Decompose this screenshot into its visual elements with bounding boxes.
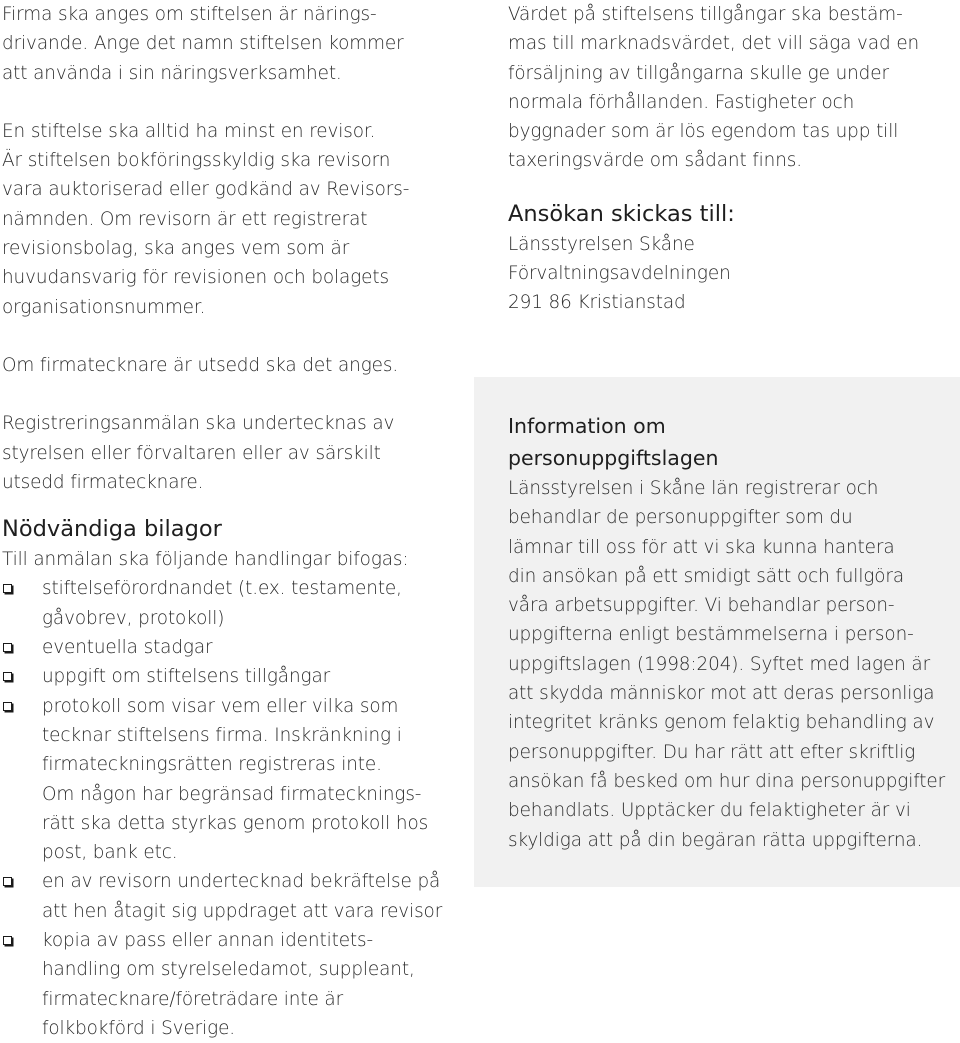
checkbox-icon: [3, 877, 12, 886]
attachments-list: [2, 574, 452, 1043]
paragraph-signatory: Om firmatecknare är utsedd ska det anges.: [2, 354, 399, 376]
list-item: uppgift om stiftelsens tillgångar: [2, 662, 452, 691]
paragraph-asset-value: Värdet på stiftelsens tillgångar ska bestäm- mas till marknadsvärdet, det vill säga vad en försäljning av tillgångarna skulle ge under normala förhållanden. Fastigheter och byggnader som är lös egendom tas upp till taxeringsvärde om sådant finns.: [508, 4, 920, 172]
list-item: protokoll som visar vem eller vilka som tecknar stiftelsens firma. Inskränkning i firmateckningsrätten registreras inte. Om någon har begränsad firmatecknings- rätt ska detta styrkas genom protokoll hos post, bank etc.: [2, 692, 452, 868]
send-to-heading: Ansökan skickas till:: [508, 200, 735, 227]
list-item: kopia av pass eller annan identitets- handling om styrelseledamot, suppleant, firmatecknare/företrädare inte är folkbokförd i Sverige.: [2, 926, 452, 1043]
paragraph-auditor: En stiftelse ska alltid ha minst en revisor. Är stiftelsen bokföringsskyldig ska revisorn vara auktoriserad eller godkänd av Revisors- nämnden. Om revisorn är ett registrerat revisionsbolag, ska anges vem som är huvudansvarig för revisionen och bolagets organisationsnummer.: [2, 120, 410, 318]
list-item: stiftelseförordnandet (t.ex. testamente, gåvobrev, protokoll): [2, 574, 452, 633]
info-box-title: Information om personuppgiftslagen: [508, 414, 719, 470]
left-column: [2, 0, 452, 1043]
right-column: [508, 0, 948, 318]
checkbox-icon: [3, 936, 12, 945]
list-item: eventuella stadgar: [2, 633, 452, 662]
paragraph-signing: Registreringsanmälan ska undertecknas av styrelsen eller förvaltaren eller av särskilt utsedd firmatecknare.: [2, 413, 395, 493]
personal-data-info-box: [474, 377, 960, 887]
checkbox-icon: [3, 643, 12, 652]
mailing-address: Länsstyrelsen Skåne Förvaltningsavdelningen 291 86 Kristianstad: [508, 233, 731, 314]
paragraph-company-name: Firma ska anges om stiftelsen är närings- drivande. Ange det namn stiftelsen kommer att använda i sin näringsverksamhet.: [2, 4, 404, 84]
info-box-text: Länsstyrelsen i Skåne län registrerar och behandlar de personuppgifter som du lämnar till oss för att vi ska kunna hantera din ansökan på ett smidigt sätt och fullgöra våra arbetsuppgifter. Vi behandlar person- uppgifterna enligt bestämmelserna i person- uppgiftslagen (1998:204). Syftet med lagen är att skydda människor mot att deras personliga integritet kränks genom felaktig behandling av personuppgifter. Du har rätt att efter skriftlig ansökan få besked om hur dina personuppgifter behandlats. Upptäcker du felaktigheter är vi skyldiga att på din begäran rätta uppgifterna.: [508, 478, 946, 851]
list-item: en av revisorn undertecknad bekräftelse på att hen åtagit sig uppdraget att vara revisor: [2, 867, 452, 926]
checkbox-icon: [3, 584, 12, 593]
checkbox-icon: [3, 702, 12, 711]
attachments-heading: Nödvändiga bilagor: [2, 516, 222, 543]
checkbox-icon: [3, 672, 12, 681]
attachments-intro: Till anmälan ska följande handlingar bifogas:: [2, 549, 409, 571]
